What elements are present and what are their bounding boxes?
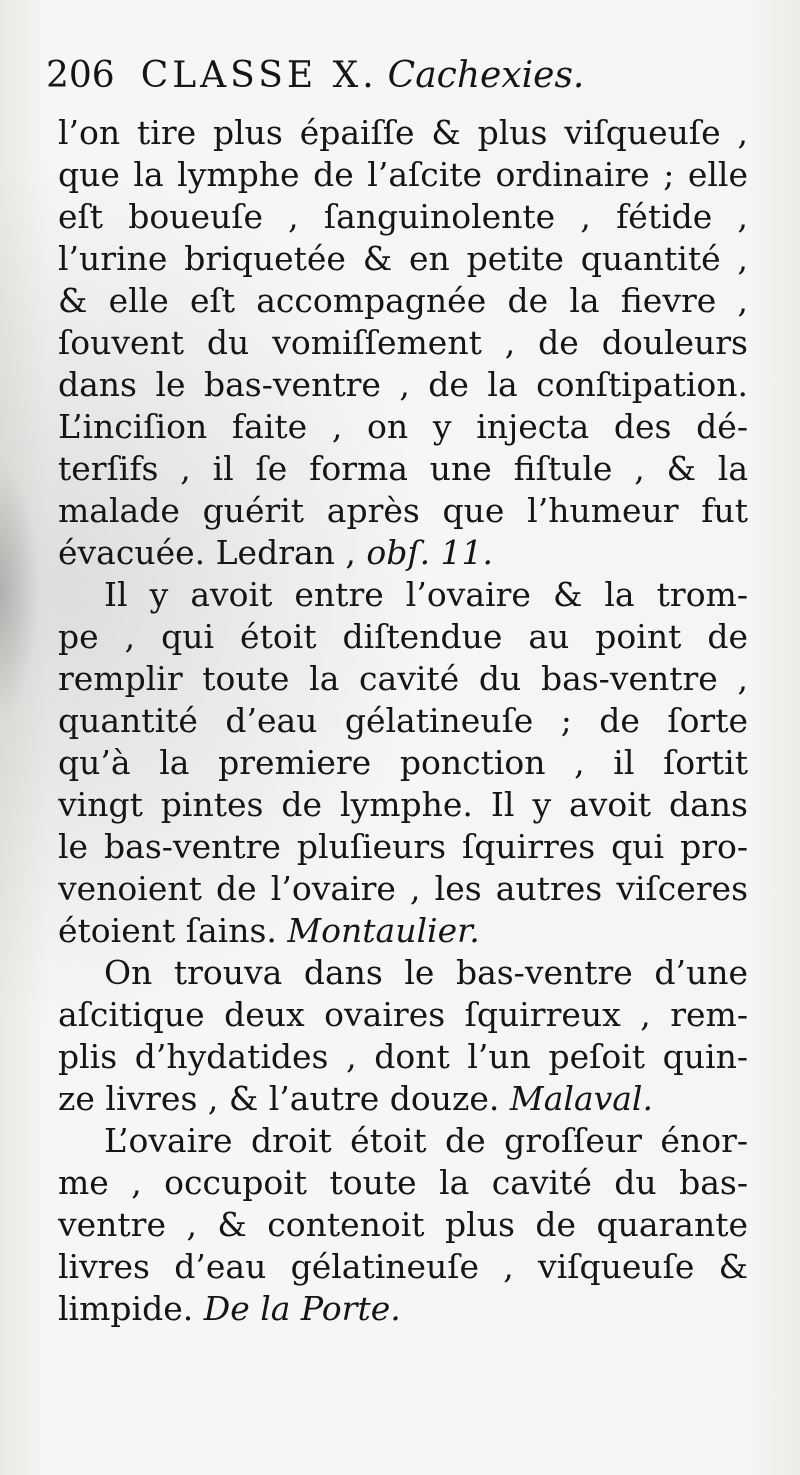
text-line: quantité d’eau gélatineuſe ; de ſorte	[58, 701, 748, 740]
text-line: L’ovaire droit étoit de groſſeur énor-	[104, 1121, 748, 1160]
text-line: L’inciſion faite , on y injecta des dé-	[58, 407, 748, 446]
page-shadow	[0, 460, 40, 720]
line-text: étoient ſains.	[58, 911, 277, 950]
line-text: limpide.	[58, 1289, 194, 1328]
text-line: ſouvent du vomiſſement , de douleurs	[58, 323, 748, 362]
text-line: l’on tire plus épaiſſe & plus viſqueuſe ,	[58, 113, 748, 152]
line-text: ze livres , & l’autre douze.	[58, 1079, 500, 1118]
text-line: venoient de l’ovaire , les autres viſceres	[58, 869, 748, 908]
text-line: plis d’hydatides , dont l’un peſoit quin-	[58, 1037, 748, 1076]
text-line: dans le bas-ventre , de la conſtipation.	[58, 365, 748, 404]
text-line: malade guérit après que l’humeur fut	[58, 491, 748, 530]
text-line: ventre , & contenoit plus de quarante	[58, 1205, 748, 1244]
text-line: vingt pintes de lymphe. Il y avoit dans	[58, 785, 748, 824]
page-number: 206	[46, 55, 115, 96]
text-line: le bas-ventre pluſieurs ſquirres qui pro-	[58, 827, 748, 866]
text-line: que la lymphe de l’aſcite ordinaire ; elle	[58, 155, 748, 194]
text-line: l’urine briquetée & en petite quantité ,	[58, 239, 748, 278]
text-line: & elle eſt accompagnée de la fievre ,	[58, 281, 748, 320]
running-header	[46, 48, 746, 104]
citation: De la Porte.	[203, 1289, 401, 1328]
text-line: On trouva dans le bas-ventre d’une	[104, 953, 748, 992]
paragraph	[58, 1120, 748, 1330]
text-line: livres d’eau gélatineuſe , viſqueuſe &	[58, 1247, 748, 1286]
running-title: Cachexies.	[387, 55, 585, 96]
text-line: qu’à la premiere ponction , il ſortit	[58, 743, 748, 782]
paragraph	[58, 112, 748, 574]
text-line: eſt boueuſe , ſanguinolente , fétide ,	[58, 197, 748, 236]
text-line: aſcitique deux ovaires ſquirreux , rem-	[58, 995, 748, 1034]
class-label: CLASSE X.	[140, 55, 378, 96]
text-line: remplir toute la cavité du bas-ventre ,	[58, 659, 748, 698]
citation: obſ. 11.	[366, 533, 494, 572]
text-line-last	[58, 532, 748, 574]
text-line-last	[58, 1288, 748, 1330]
body-text	[58, 112, 748, 1330]
text-line: me , occupoit toute la cavité du bas-	[58, 1163, 748, 1202]
text-line: Il y avoit entre l’ovaire & la trom-	[104, 575, 748, 614]
text-line-last	[58, 1078, 748, 1120]
paragraph	[58, 574, 748, 952]
text-line: terſifs , il ſe forma une fiſtule , & la	[58, 449, 748, 488]
citation: Malaval.	[509, 1079, 653, 1118]
line-text: évacuée. Ledran ,	[58, 533, 356, 572]
text-line-last	[58, 910, 748, 952]
citation: Montaulier.	[287, 911, 480, 950]
text-line: pe , qui étoit diſtendue au point de	[58, 617, 748, 656]
paragraph	[58, 952, 748, 1120]
